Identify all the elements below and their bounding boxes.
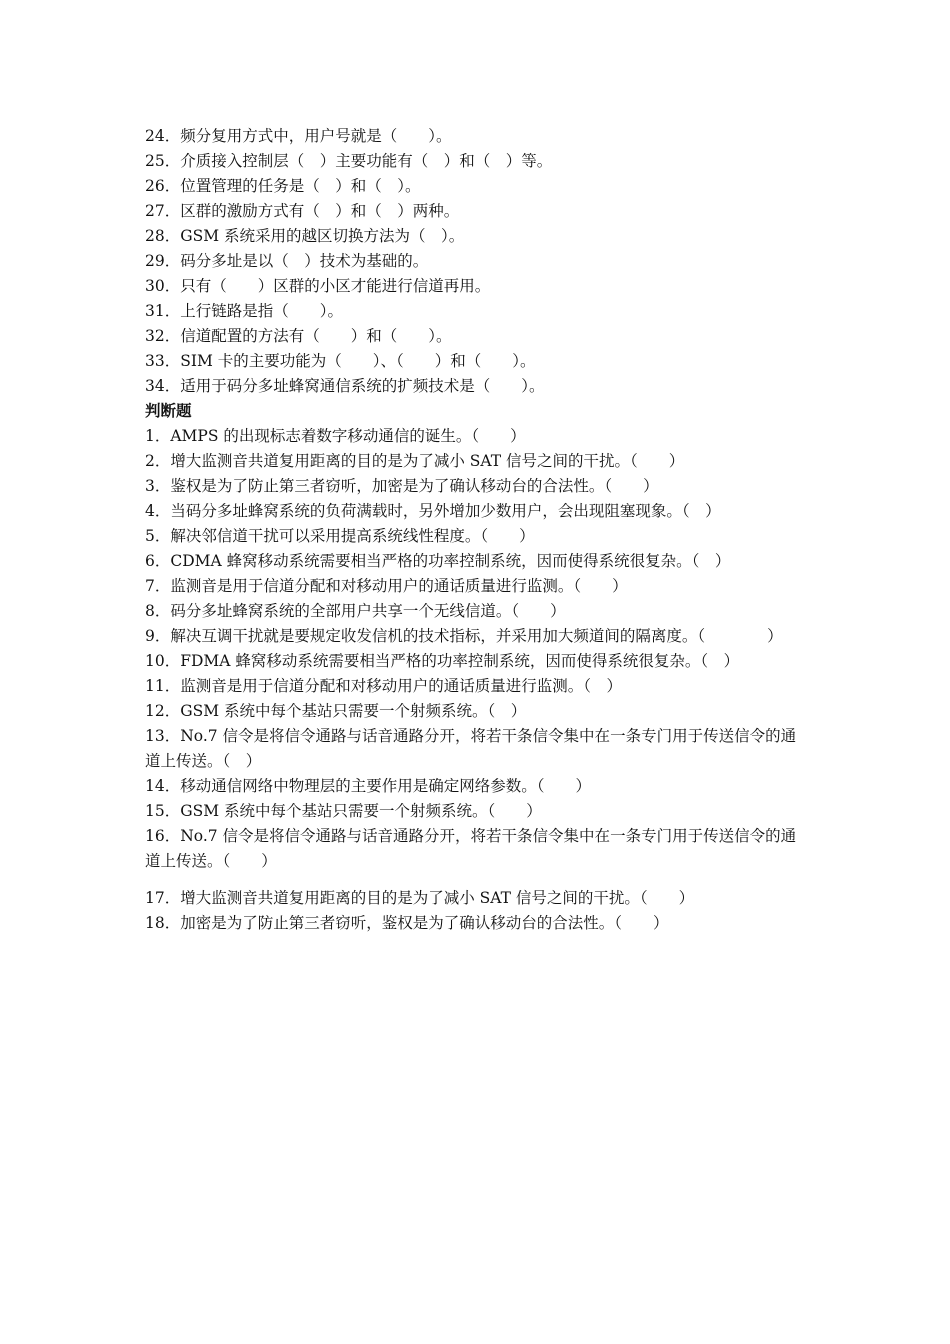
tf-question-11: 11．监测音是用于信道分配和对移动用户的通话质量进行监测。（ ） [145, 677, 622, 695]
tf-question-8: 8．码分多址蜂窝系统的全部用户共享一个无线信道。（ ） [145, 602, 566, 620]
question-26: 26．位置管理的任务是（ ）和（ ）。 [145, 177, 421, 195]
fill-blank-section [145, 124, 810, 399]
tf-question-7: 7．监测音是用于信道分配和对移动用户的通话质量进行监测。（ ） [145, 577, 628, 595]
tf-question-13: 13．No.7 信令是将信令通路与话音通路分开，将若干条信令集中在一条专门用于传送信令的通道上传送。（ ） [145, 727, 797, 770]
document-content [145, 124, 810, 936]
tf-question-10: 10．FDMA 蜂窝移动系统需要相当严格的功率控制系统，因而使得系统很复杂。（ ） [145, 652, 740, 670]
question-24: 24．频分复用方式中，用户号就是（ ）。 [145, 127, 452, 145]
tf-question-4: 4．当码分多址蜂窝系统的负荷满载时，另外增加少数用户，会出现阻塞现象。（ ） [145, 502, 721, 520]
tf-question-17: 17．增大监测音共道复用距离的目的是为了减小 SAT 信号之间的干扰。（ ） [145, 889, 695, 907]
tf-question-14: 14．移动通信网络中物理层的主要作用是确定网络参数。（ ） [145, 777, 591, 795]
tf-question-5: 5．解决邻信道干扰可以采用提高系统线性程度。（ ） [145, 527, 535, 545]
tf-question-1: 1．AMPS 的出现标志着数字移动通信的诞生。（ ） [145, 427, 526, 445]
question-25: 25．介质接入控制层（ ）主要功能有（ ）和（ ）等。 [145, 152, 553, 170]
tf-question-6: 6．CDMA 蜂窝移动系统需要相当严格的功率控制系统，因而使得系统很复杂。（ ） [145, 552, 731, 570]
question-28: 28．GSM 系统采用的越区切换方法为（ ）。 [145, 227, 465, 245]
tf-question-2: 2．增大监测音共道复用距离的目的是为了减小 SAT 信号之间的干扰。（ ） [145, 452, 685, 470]
true-false-section [145, 424, 810, 936]
question-33: 33．SIM 卡的主要功能为（ ）、（ ）和（ ）。 [145, 352, 536, 370]
question-32: 32．信道配置的方法有（ ）和（ ）。 [145, 327, 452, 345]
question-27: 27．区群的激励方式有（ ）和（ ）两种。 [145, 202, 460, 220]
tf-question-16: 16．No.7 信令是将信令通路与话音通路分开，将若干条信令集中在一条专门用于传送信令的通道上传送。（ ） [145, 827, 797, 870]
tf-question-15: 15．GSM 系统中每个基站只需要一个射频系统。（ ） [145, 802, 542, 820]
question-30: 30．只有（ ）区群的小区才能进行信道再用。 [145, 277, 491, 295]
true-false-heading: 判断题 [145, 402, 192, 420]
tf-question-9: 9．解决互调干扰就是要规定收发信机的技术指标，并采用加大频道间的隔离度。（ ） [145, 627, 783, 645]
tf-question-3: 3．鉴权是为了防止第三者窃听，加密是为了确认移动台的合法性。（ ） [145, 477, 659, 495]
tf-question-18: 18．加密是为了防止第三者窃听，鉴权是为了确认移动台的合法性。（ ） [145, 914, 669, 932]
question-31: 31．上行链路是指（ ）。 [145, 302, 343, 320]
question-34: 34．适用于码分多址蜂窝通信系统的扩频技术是（ ）。 [145, 377, 545, 395]
question-29: 29．码分多址是以（ ）技术为基础的。 [145, 252, 429, 270]
tf-question-12: 12．GSM 系统中每个基站只需要一个射频系统。（ ） [145, 702, 527, 720]
